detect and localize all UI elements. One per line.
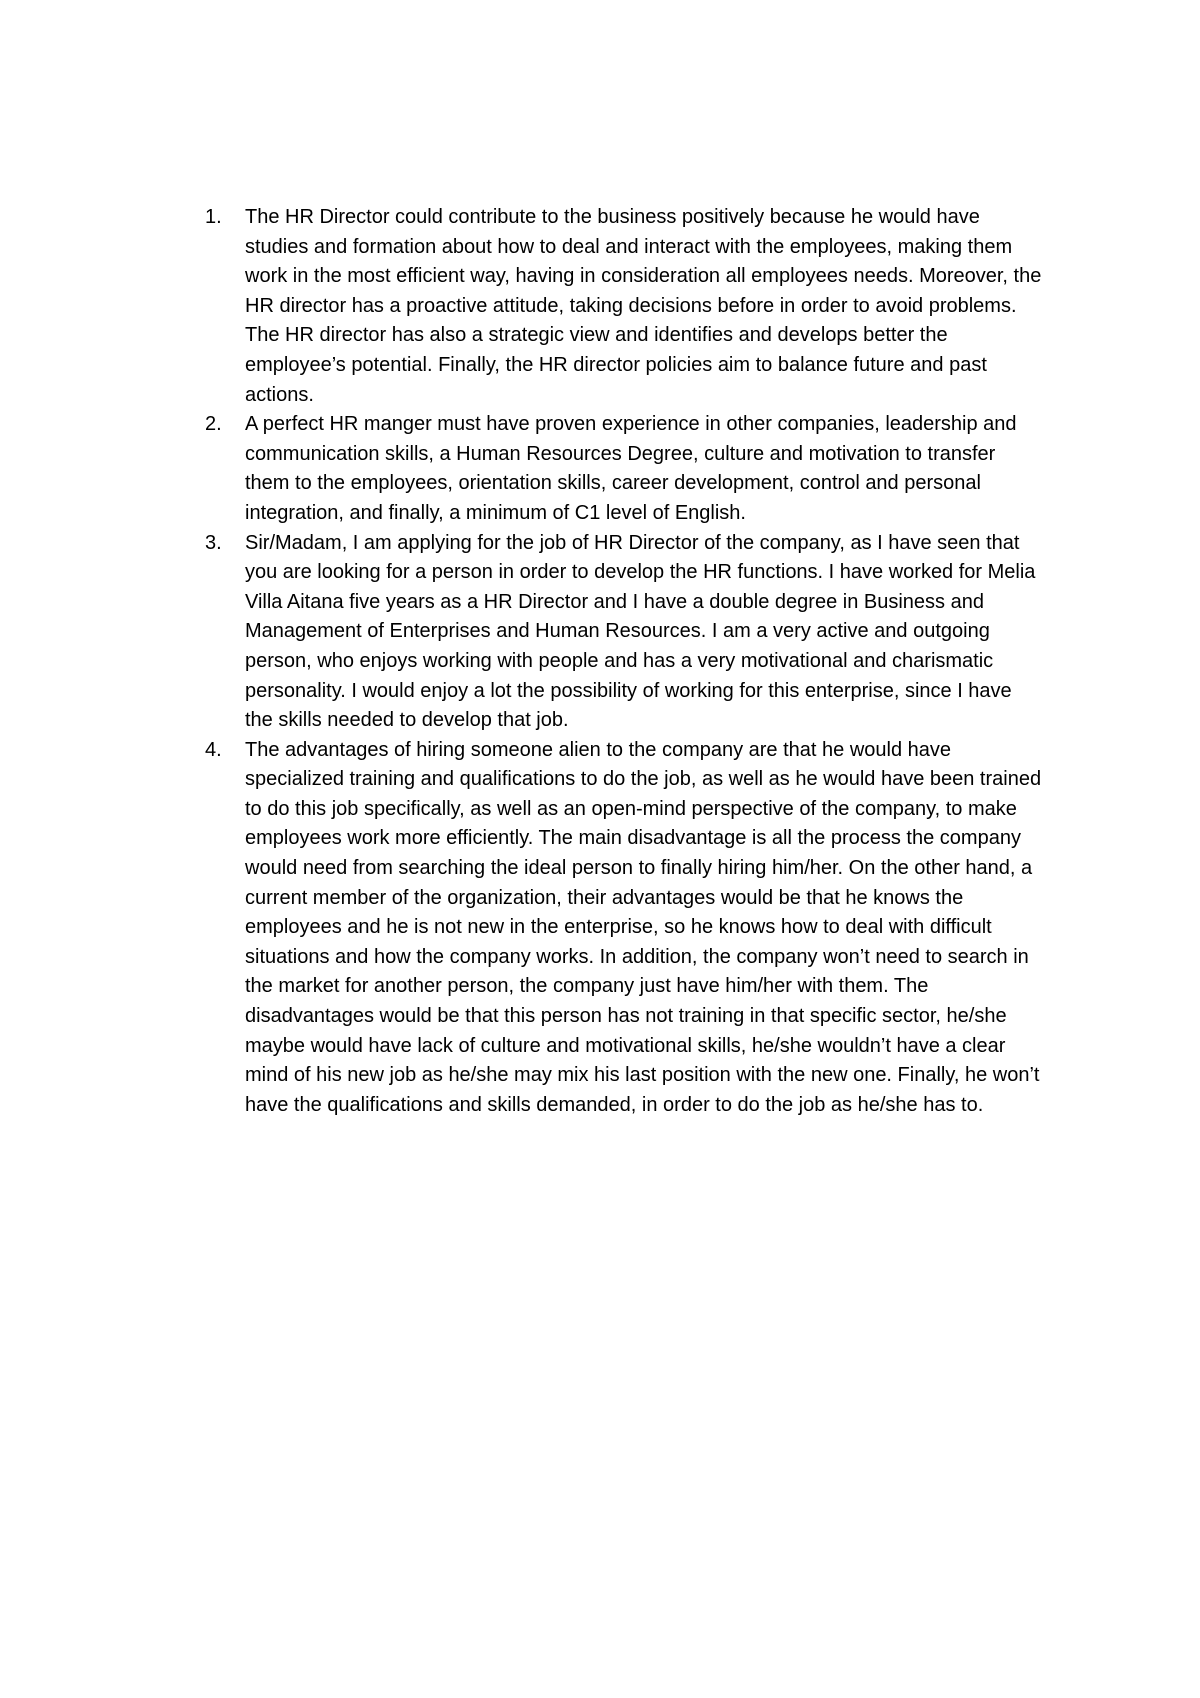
- answer-list: [0, 203, 1200, 1120]
- answer-number: 3.: [205, 531, 222, 554]
- answer-number: 4.: [205, 738, 222, 761]
- answer-number: 1.: [205, 206, 222, 228]
- answer-item-2: [0, 410, 1045, 528]
- answer-item-1: [0, 203, 1045, 410]
- answer-item-3: [0, 529, 1045, 736]
- answer-text: The advantages of hiring someone alien to the company are that he would have specialized training and qualifications to do the job, as well as he would have been trained to do this job specifically, as well as an open-mind perspective of the company, to make employees work more efficiently. The main disadvantage is all the process the company would need from searching the ideal person to finally hiring him/her. On the other hand, a current member of the organization, their advantages would be that he knows the employees and he is not new in the enterprise, so he knows how to deal with difficult situations and how the company works. In addition, the company won’t need to search in the market for another person, the company just have him/her with them. The disadvantages would be that this person has not training in that specific sector, he/she maybe would have lack of culture and motivational skills, he/she wouldn’t have a clear mind of his new job as he/she may mix his last position with the new one. Finally, he won’t have the qualifications and skills demanded, in order to do the job as he/she has to.: [245, 738, 1042, 1116]
- answer-number: 2.: [205, 413, 222, 436]
- answer-text: Sir/Madam, I am applying for the job of HR Director of the company, as I have seen that you are looking for a person in order to develop the HR functions. I have worked for Melia Villa Aitana five years as a HR Director and I have a double degree in Business and Management of Enterprises and Human Resources. I am a very active and outgoing person, who enjoys working with people and has a very motivational and charismatic personality. I would enjoy a lot the possibility of working for this enterprise, since I have the skills needed to develop that job.: [245, 531, 1036, 732]
- answer-text: A perfect HR manger must have proven experience in other companies, leadership and communication skills, a Human Resources Degree, culture and motivation to transfer them to the employees, orientation skills, career development, control and personal integration, and finally, a minimum of C1 level of English.: [245, 413, 1017, 524]
- answer-item-4: [0, 736, 1045, 1121]
- answer-text: The HR Director could contribute to the business positively because he would have studies and formation about how to deal and interact with the employees, making them work in the most efficient way, having in consideration all employees needs. Moreover, the HR director has a proactive attitude, taking decisions before in order to avoid problems. The HR director has also a strategic view and identifies and develops better the employee’s potential. Finally, the HR director policies aim to balance future and past actions.: [245, 206, 1042, 406]
